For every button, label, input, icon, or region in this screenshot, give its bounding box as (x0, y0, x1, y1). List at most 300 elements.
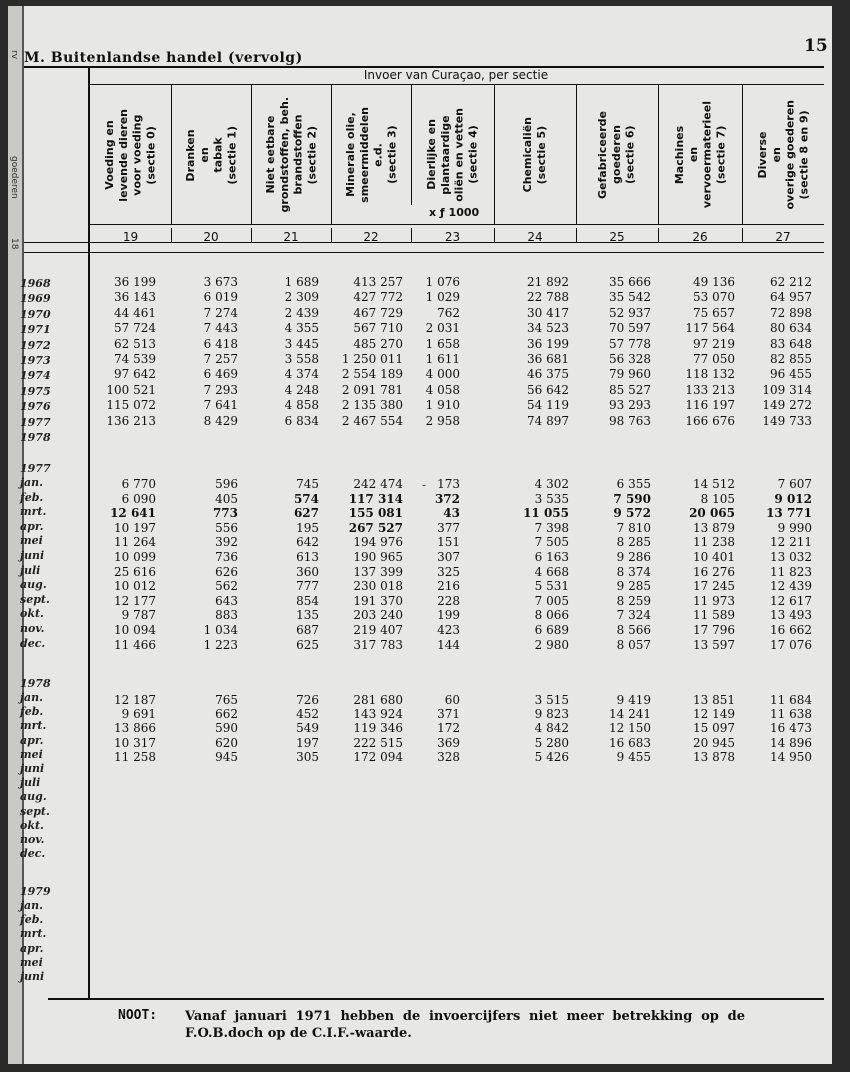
table-cell: 15 097 (693, 721, 735, 736)
table-cell: 590 (215, 721, 238, 736)
table-cell: 12 211 (770, 535, 812, 550)
month-label: juni (20, 549, 45, 562)
table-cell: 7 324 (616, 608, 651, 623)
table-cell: 173 (437, 477, 460, 491)
table-cell: 642 (296, 535, 319, 550)
year-label: 1969 (20, 292, 51, 306)
table-cell: 6 834 (284, 413, 319, 428)
column-header (742, 90, 824, 220)
month-label: juni (20, 762, 45, 775)
table-cell: 10 317 (114, 735, 156, 750)
column-divider (171, 228, 172, 242)
table-cell: 328 (437, 749, 460, 764)
year-label: 1977 (20, 415, 51, 429)
table-cell: 34 523 (527, 321, 569, 336)
table-cell: 242 474 (353, 477, 403, 491)
month-label: feb. (20, 490, 44, 504)
table-cell: 3 673 (203, 275, 238, 289)
table-cell: 12 617 (770, 593, 812, 608)
table-cell: 166 676 (685, 413, 735, 428)
table-cell: 22 788 (527, 290, 569, 305)
month-label: apr. (20, 733, 44, 747)
table-cell: 626 (215, 564, 238, 579)
table-cell: 1 076 (425, 275, 460, 289)
table-cell: 11 258 (114, 749, 156, 764)
table-cell: 9 787 (121, 608, 156, 623)
month-label: aug. (20, 790, 47, 804)
table-cell: 4 058 (425, 382, 460, 397)
table-cell: 228 (437, 593, 460, 608)
table-cell: 281 680 (353, 693, 403, 707)
month-label: sept. (20, 592, 50, 606)
table-cell: 10 094 (114, 623, 156, 637)
page-number: 15 (804, 36, 828, 56)
month-label: mei (20, 747, 43, 761)
page-header-title: M. Buitenlandse handel (vervolg) (24, 50, 303, 66)
table-cell: 3 515 (534, 693, 569, 707)
month-label: apr. (20, 941, 44, 955)
table-cell: 12 187 (114, 693, 156, 707)
table-cell: 197 (296, 735, 319, 750)
table-cell: 97 219 (693, 336, 735, 351)
year-label: 1974 (20, 369, 51, 383)
table-cell: 17 796 (693, 623, 735, 637)
table-cell: 7 810 (616, 520, 651, 535)
column-divider (251, 228, 252, 242)
table-cell: 17 245 (693, 579, 735, 594)
month-label: dec. (20, 636, 46, 650)
table-cell: 7 590 (613, 491, 651, 506)
table-cell: 190 965 (353, 550, 403, 564)
table-cell: 4 000 (425, 367, 460, 382)
table-cell: 762 (437, 305, 460, 320)
table-cell: 549 (296, 721, 319, 736)
column-divider (331, 85, 332, 224)
column-divider (742, 228, 743, 242)
year-label: 1970 (20, 307, 51, 321)
table-cell: 75 657 (693, 305, 735, 320)
section-title-rule (88, 84, 824, 85)
table-cell: 98 763 (609, 413, 651, 428)
table-cell: 317 783 (353, 637, 403, 652)
table-cell: 195 (296, 520, 319, 535)
table-cell: 72 898 (770, 305, 812, 320)
table-cell: 36 199 (114, 275, 156, 289)
table-cell: 11 823 (770, 564, 812, 579)
table-cell: 2 135 380 (341, 398, 403, 413)
table-cell: 567 710 (353, 321, 403, 336)
table-cell: 70 597 (609, 321, 651, 336)
year-heading: 1977 (20, 462, 51, 475)
table-cell: 3 558 (284, 352, 319, 366)
table-cell: 5 426 (534, 749, 569, 764)
table-cell: 144 (437, 637, 460, 652)
table-cell: 136 213 (106, 413, 156, 428)
colnum-rule-bottom (24, 252, 824, 253)
month-label: okt. (20, 818, 44, 832)
table-cell: 10 401 (693, 550, 735, 564)
table-cell: 6 163 (534, 550, 569, 564)
table-cell: 7 293 (203, 382, 238, 397)
table-cell: 1 689 (284, 275, 319, 289)
table-cell: 203 240 (353, 608, 403, 623)
column-divider (411, 228, 412, 242)
table-cell: 854 (296, 593, 319, 608)
table-cell: 6 469 (203, 367, 238, 382)
month-label: dec. (20, 847, 46, 861)
column-divider (331, 228, 332, 242)
table-cell: 8 374 (616, 564, 651, 579)
column-header-label: Gefabriceerde goederen (sectie 6) (596, 111, 637, 199)
table-cell: 4 842 (534, 721, 569, 736)
column-header (331, 90, 411, 220)
table-cell: 149 272 (762, 398, 812, 413)
table-cell: 562 (215, 579, 238, 594)
table-cell: 62 513 (114, 336, 156, 351)
table-cell: 44 461 (114, 305, 156, 320)
column-header-label: Machines en vervoermaterieel (sectie 7) (672, 101, 727, 209)
table-cell: 13 032 (770, 550, 812, 564)
year-label: 1978 (20, 431, 51, 444)
table-cell: 945 (215, 749, 238, 764)
table-cell: 2 309 (284, 290, 319, 305)
table-cell: 2 031 (425, 321, 460, 336)
column-divider (658, 228, 659, 242)
table-cell: 74 539 (114, 352, 156, 366)
month-label: apr. (20, 519, 44, 533)
table-cell: 7 398 (534, 520, 569, 535)
column-divider (411, 85, 412, 205)
column-number: 19 (122, 230, 139, 244)
table-cell: 96 455 (770, 367, 812, 382)
table-cell: 9 823 (534, 707, 569, 722)
table-cell: 46 375 (527, 367, 569, 382)
month-label: mrt. (20, 505, 47, 519)
year-label: 1971 (20, 323, 51, 337)
table-cell: 115 072 (106, 398, 156, 413)
table-cell: 392 (215, 535, 238, 550)
table-cell: 135 (296, 608, 319, 623)
table-cell: 687 (296, 623, 319, 637)
column-header (251, 90, 331, 220)
table-cell: 9 286 (616, 550, 651, 564)
table-cell: 35 542 (609, 290, 651, 305)
column-header-label: Dranken en tabak (sectie 1) (183, 125, 238, 185)
table-cell: 3 535 (534, 491, 569, 506)
column-divider (576, 85, 577, 224)
column-divider (576, 228, 577, 242)
table-cell: 8 057 (616, 637, 651, 652)
unit-rule (88, 224, 824, 225)
table-cell: 36 143 (114, 290, 156, 305)
table-cell: 7 443 (203, 321, 238, 336)
table-cell: 199 (437, 608, 460, 623)
table-cell: 155 081 (348, 506, 403, 521)
column-divider (742, 85, 743, 224)
table-cell: 8 566 (616, 623, 651, 637)
page (8, 6, 832, 1064)
table-cell: 56 642 (527, 382, 569, 397)
table-cell: 9 419 (616, 693, 651, 707)
table-cell: 49 136 (693, 275, 735, 289)
month-label: juli (20, 776, 41, 790)
table-cell: 8 066 (534, 608, 569, 623)
table-cell: 133 213 (685, 382, 735, 397)
table-cell: 6 355 (616, 477, 651, 491)
table-cell: 53 070 (693, 290, 735, 305)
table-cell: 222 515 (353, 735, 403, 750)
table-cell: 20 065 (689, 506, 735, 521)
table-cell: 82 855 (770, 352, 812, 366)
section-title: Invoer van Curaçao, per sectie (363, 68, 549, 82)
month-label: feb. (20, 705, 44, 719)
table-cell: 194 976 (353, 535, 403, 550)
column-divider (658, 85, 659, 224)
table-cell: 8 105 (700, 491, 735, 506)
table-cell: 4 248 (284, 382, 319, 397)
column-number: 23 (444, 230, 461, 244)
table-cell: 13 597 (693, 637, 735, 652)
table-cell: 77 050 (693, 352, 735, 366)
table-cell: 1 658 (425, 336, 460, 351)
table-cell: 377 (437, 520, 460, 535)
table-cell: 35 666 (609, 275, 651, 289)
table-cell: 2 980 (534, 637, 569, 652)
table-cell: 371 (437, 707, 460, 722)
table-cell: 745 (296, 477, 319, 491)
table-cell: 16 662 (770, 623, 812, 637)
column-divider (494, 85, 495, 224)
table-cell: 6 418 (203, 336, 238, 351)
table-cell: 16 473 (770, 721, 812, 736)
year-heading: 1979 (20, 885, 51, 898)
table-cell: 372 (434, 491, 460, 506)
table-cell: 7 005 (534, 593, 569, 608)
table-cell: 93 293 (609, 398, 651, 413)
column-header (171, 90, 251, 220)
table-cell: 1 611 (425, 352, 460, 366)
table-cell: 4 374 (284, 367, 319, 382)
column-header (576, 90, 658, 220)
column-header-label: Diverse en overige goederen (sectie 8 en 9) (755, 100, 810, 210)
table-cell: 149 733 (762, 413, 812, 428)
table-bottom-rule (48, 998, 824, 1000)
table-cell: 4 302 (534, 477, 569, 491)
table-cell: 151 (437, 535, 460, 550)
month-label: jan. (20, 899, 43, 912)
table-cell: 36 681 (527, 352, 569, 366)
month-label: okt. (20, 607, 44, 621)
table-cell: 54 119 (527, 398, 569, 413)
table-cell: 777 (296, 579, 319, 594)
table-cell: 773 (212, 506, 238, 521)
table-cell: 2 958 (425, 413, 460, 428)
table-cell: 5 280 (534, 735, 569, 750)
note-text: Vanaf januari 1971 hebben de invoercijfers niet meer betrekking op de F.O.B.doch op de C.I.F.-waarde. (185, 1009, 745, 1041)
table-cell: 267 527 (348, 520, 403, 535)
table-cell: 13 866 (114, 721, 156, 736)
prev-page-label: 18 (9, 238, 19, 250)
table-cell: 56 328 (609, 352, 651, 366)
table-cell: 137 399 (353, 564, 403, 579)
table-cell: 10 099 (114, 550, 156, 564)
prev-page-label: goederen (9, 156, 19, 199)
table-cell: 9 285 (616, 579, 651, 594)
month-label: juli (20, 563, 41, 577)
table-cell: 11 466 (114, 637, 156, 652)
table-cell: 574 (293, 491, 319, 506)
table-cell: 17 076 (770, 637, 812, 652)
year-label: 1976 (20, 400, 51, 414)
table-cell: 57 778 (609, 336, 651, 351)
table-cell: 8 285 (616, 535, 651, 550)
table-cell: 172 094 (353, 749, 403, 764)
table-cell: 9 990 (777, 520, 812, 535)
table-cell: 83 648 (770, 336, 812, 351)
table-cell: 16 276 (693, 564, 735, 579)
table-cell: 307 (437, 550, 460, 564)
month-label: mrt. (20, 719, 47, 733)
table-cell: 485 270 (353, 336, 403, 351)
table-cell: 64 957 (770, 290, 812, 305)
table-cell: 219 407 (353, 623, 403, 637)
table-cell: 5 531 (534, 579, 569, 594)
table-cell: 6 770 (121, 477, 156, 491)
month-label: aug. (20, 578, 47, 592)
column-header-label: Minerale olie, smeermiddelen e.d. (sectie 3) (343, 107, 398, 203)
column-number: 22 (363, 230, 379, 244)
dash-mark: - (422, 478, 427, 492)
table-cell: 883 (215, 608, 238, 623)
column-header-label: Niet eetbare grondstoffen, beh. brandstoffen (sectie 2) (263, 97, 318, 213)
table-cell: 12 439 (770, 579, 812, 594)
table-cell: 9 455 (616, 749, 651, 764)
column-divider (494, 228, 495, 242)
table-cell: 21 892 (527, 275, 569, 289)
table-cell: 556 (215, 520, 238, 535)
table-cell: 9 572 (613, 506, 651, 521)
table-cell: 7 607 (777, 477, 812, 491)
table-cell: 118 132 (685, 367, 735, 382)
column-header (411, 90, 494, 220)
column-divider (171, 85, 172, 224)
table-cell: 13 879 (693, 520, 735, 535)
table-cell: 43 (443, 506, 460, 521)
column-number: 24 (527, 230, 543, 244)
table-cell: 369 (437, 735, 460, 750)
table-cell: 452 (296, 707, 319, 722)
table-cell: 13 878 (693, 749, 735, 764)
prev-page-label: rv (9, 50, 19, 60)
table-cell: 117 564 (685, 321, 735, 336)
table-cell: 6 090 (121, 491, 156, 506)
table-cell: 11 589 (693, 608, 735, 623)
column-number: 21 (283, 230, 299, 244)
table-cell: 191 370 (353, 593, 403, 608)
table-cell: 4 355 (284, 321, 319, 336)
table-cell: 765 (215, 693, 238, 707)
month-label: mei (20, 955, 43, 969)
table-cell: 7 274 (203, 305, 238, 320)
table-cell: 2 554 189 (341, 367, 403, 382)
column-number: 27 (775, 230, 791, 244)
table-cell: 413 257 (353, 275, 403, 289)
table-cell: 643 (215, 593, 238, 608)
table-cell: 596 (215, 477, 238, 491)
column-header-label: Dierlijke en plantaardige oliën en vetten (sectie 4) (425, 108, 480, 202)
table-cell: 11 684 (770, 693, 812, 707)
table-cell: 12 150 (609, 721, 651, 736)
table-cell: 305 (296, 749, 319, 764)
month-label: sept. (20, 804, 50, 818)
year-label: 1975 (20, 384, 51, 398)
month-label: jan. (20, 476, 43, 489)
table-cell: 1 029 (425, 290, 460, 305)
table-cell: 216 (437, 579, 460, 594)
table-cell: 726 (296, 693, 319, 707)
table-cell: 25 616 (114, 564, 156, 579)
table-cell: 12 641 (110, 506, 156, 521)
table-cell: 172 (437, 721, 460, 736)
table-cell: 117 314 (348, 491, 403, 506)
table-cell: 10 197 (114, 520, 156, 535)
column-number: 20 (203, 230, 219, 244)
table-cell: 625 (296, 637, 319, 652)
table-cell: 11 238 (693, 535, 735, 550)
table-cell: 736 (215, 550, 238, 564)
unit-label: x ƒ 1000 (429, 206, 480, 219)
month-label: nov. (20, 833, 45, 846)
column-number: 25 (609, 230, 625, 244)
year-label: 1972 (20, 338, 51, 352)
table-cell: 16 683 (609, 735, 651, 750)
table-cell: 360 (296, 564, 319, 579)
table-cell: 57 724 (114, 321, 156, 336)
table-cell: 7 641 (203, 398, 238, 413)
table-cell: 8 429 (203, 413, 238, 428)
month-label: mrt. (20, 927, 47, 941)
table-cell: 14 512 (693, 477, 735, 491)
table-cell: 8 259 (616, 593, 651, 608)
table-cell: 613 (296, 550, 319, 564)
table-cell: 1 034 (203, 623, 238, 637)
table-cell: 97 642 (114, 367, 156, 382)
month-label: jan. (20, 691, 43, 704)
table-cell: 467 729 (353, 305, 403, 320)
table-cell: 79 960 (609, 367, 651, 382)
table-cell: 427 772 (353, 290, 403, 305)
column-header (90, 90, 171, 220)
table-cell: 12 177 (114, 593, 156, 608)
table-cell: 2 091 781 (341, 382, 403, 397)
table-cell: 13 851 (693, 693, 735, 707)
table-cell: 116 197 (685, 398, 735, 413)
year-label: 1973 (20, 354, 51, 367)
column-header (494, 90, 576, 220)
column-number: 26 (692, 230, 708, 244)
table-cell: 11 264 (114, 535, 156, 550)
table-cell: 7 257 (203, 352, 238, 366)
table-cell: 1 250 011 (341, 352, 403, 366)
table-cell: 405 (215, 491, 238, 506)
table-cell: 662 (215, 707, 238, 722)
table-cell: 62 212 (770, 275, 812, 289)
table-cell: 9 012 (774, 491, 812, 506)
table-cell: 4 668 (534, 564, 569, 579)
table-cell: 620 (215, 735, 238, 750)
table-cell: 85 527 (609, 382, 651, 397)
table-cell: 4 858 (284, 398, 319, 413)
